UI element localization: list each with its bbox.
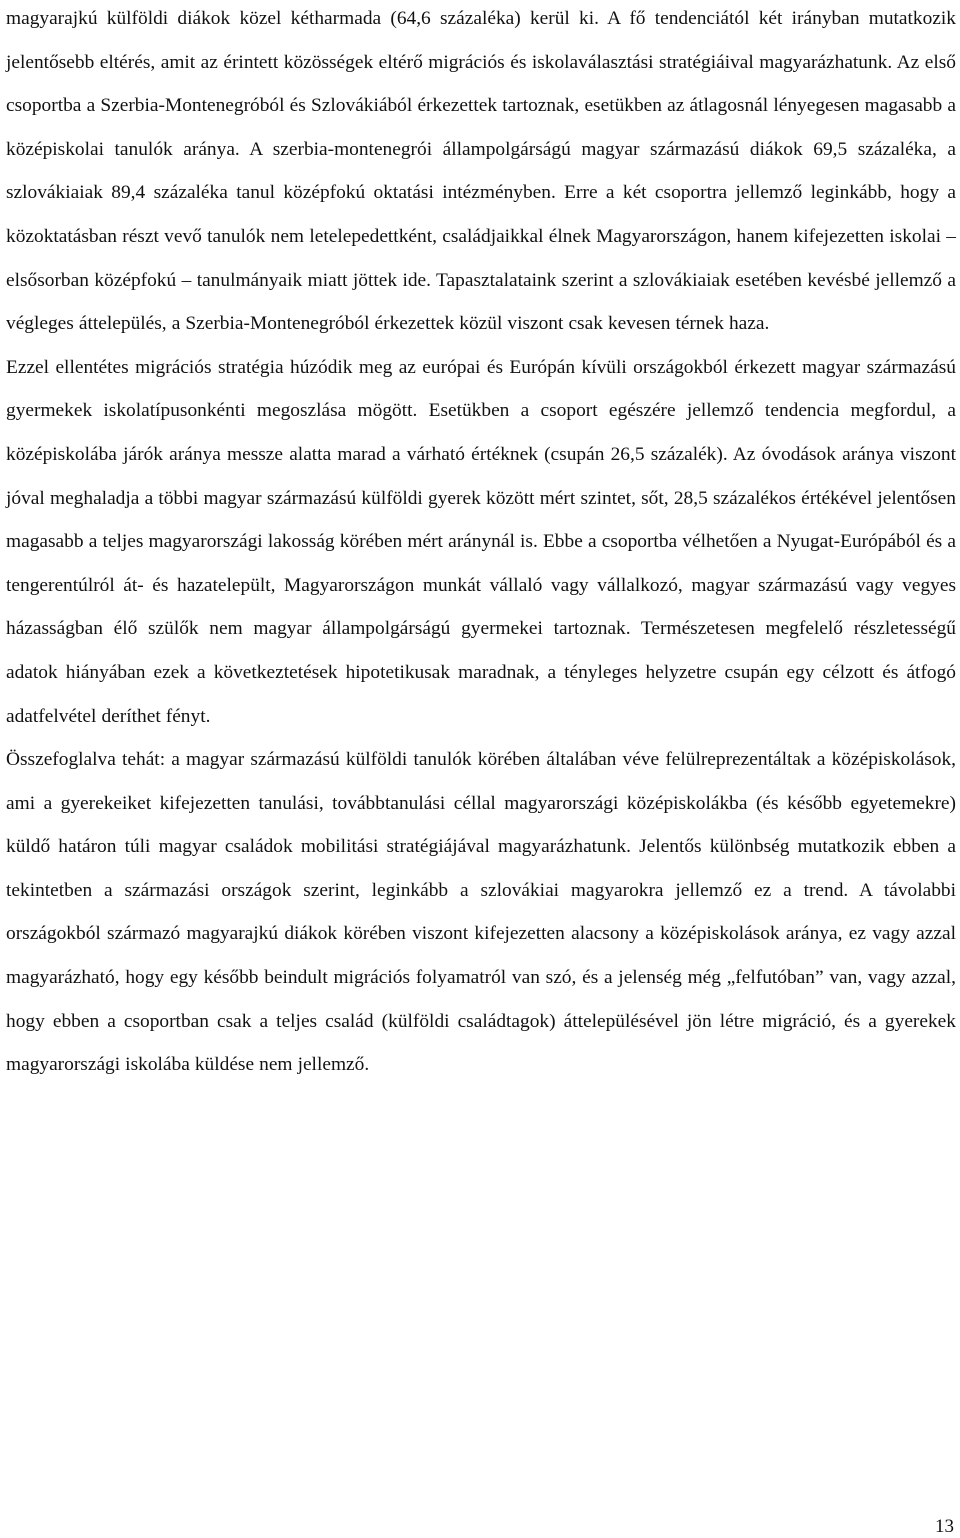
paragraph-3: Összefoglalva tehát: a magyar származású külföldi tanulók körében általában véve felülreprezentáltak a középiskolások, ami a gyerekeiket kifejezetten tanulási, továbbtanulási céllal magyarországi középiskolákba (és később egyetemekre) küldő határon túli magyar családok mobilitási stratégiájával magyarázhatunk. Jelentős különbség mutatkozik ebben a tekintetben a származási országok szerint, leginkább a szlovákiai magyarokra jellemző ez a trend. A távolabbi országokból származó magyarajkú diákok körében viszont kifejezetten alacsony a középiskolások aránya, ez vagy azzal magyarázható, hogy egy később beindult migrációs folyamatról van szó, és a jelenség még „felfutóban” van, vagy azzal, hogy ebben a csoportban csak a teljes család (külföldi családtagok) áttelepülésével jön létre migráció, és a gyerekek magyarországi iskolába küldése nem jellemző. (6, 749, 956, 1076)
paragraph-1: magyarajkú külföldi diákok közel kétharmada (64,6 százaléka) kerül ki. A fő tendenciától két irányban mutatkozik jelentősebb eltérés, amit az érintett közösségek eltérő migrációs és iskolaválasztási stratégiáival magyarázhatunk. Az első csoportba a Szerbia-Montenegróból és Szlovákiából érkezettek tartoznak, esetükben az átlagosnál lényegesen magasabb a középiskolai tanulók aránya. A szerbia-montenegrói állampolgárságú magyar származású diákok 69,5 százaléka, a szlovákiaiak 89,4 százaléka tanul középfokú oktatási intézményben. Erre a két csoportra jellemző leginkább, hogy a közoktatásban részt vevő tanulók nem letelepedettként, családjaikkal élnek Magyarországon, hanem kifejezetten iskolai – elsősorban középfokú – tanulmányaik miatt jöttek ide. Tapasztalataink szerint a szlovákiaiak esetében kevésbé jellemző a végleges áttelepülés, a Szerbia-Montenegróból érkezettek közül viszont csak kevesen térnek haza. (6, 8, 956, 335)
page-number: 13 (935, 1516, 954, 1537)
paragraph-2: Ezzel ellentétes migrációs stratégia húzódik meg az európai és Európán kívüli országokból érkezett magyar származású gyermekek iskolatípusonkénti megoszlása mögött. Esetükben a csoport egészére jellemző tendencia megfordul, a középiskolába járók aránya messze alatta marad a várható értéknek (csupán 26,5 százalék). Az óvodások aránya viszont jóval meghaladja a többi magyar származású külföldi gyerek között mért szintet, sőt, 28,5 százalékos értékével jelentősen magasabb a teljes magyarországi lakosság körében mért aránynál is. Ebbe a csoportba vélhetően a Nyugat-Európából és a tengerentúlról át- és hazatelepült, Magyarországon munkát vállaló vagy vállalkozó, magyar származású vagy vegyes házasságban élő szülők nem magyar állampolgárságú gyermekei tartoznak. Természetesen megfelelő részletességű adatok hiányában ezek a következtetések hipotetikusak maradnak, a tényleges helyzetre csupán egy célzott és átfogó adatfelvétel deríthet fényt. (6, 356, 956, 727)
document-body (6, 0, 956, 1087)
